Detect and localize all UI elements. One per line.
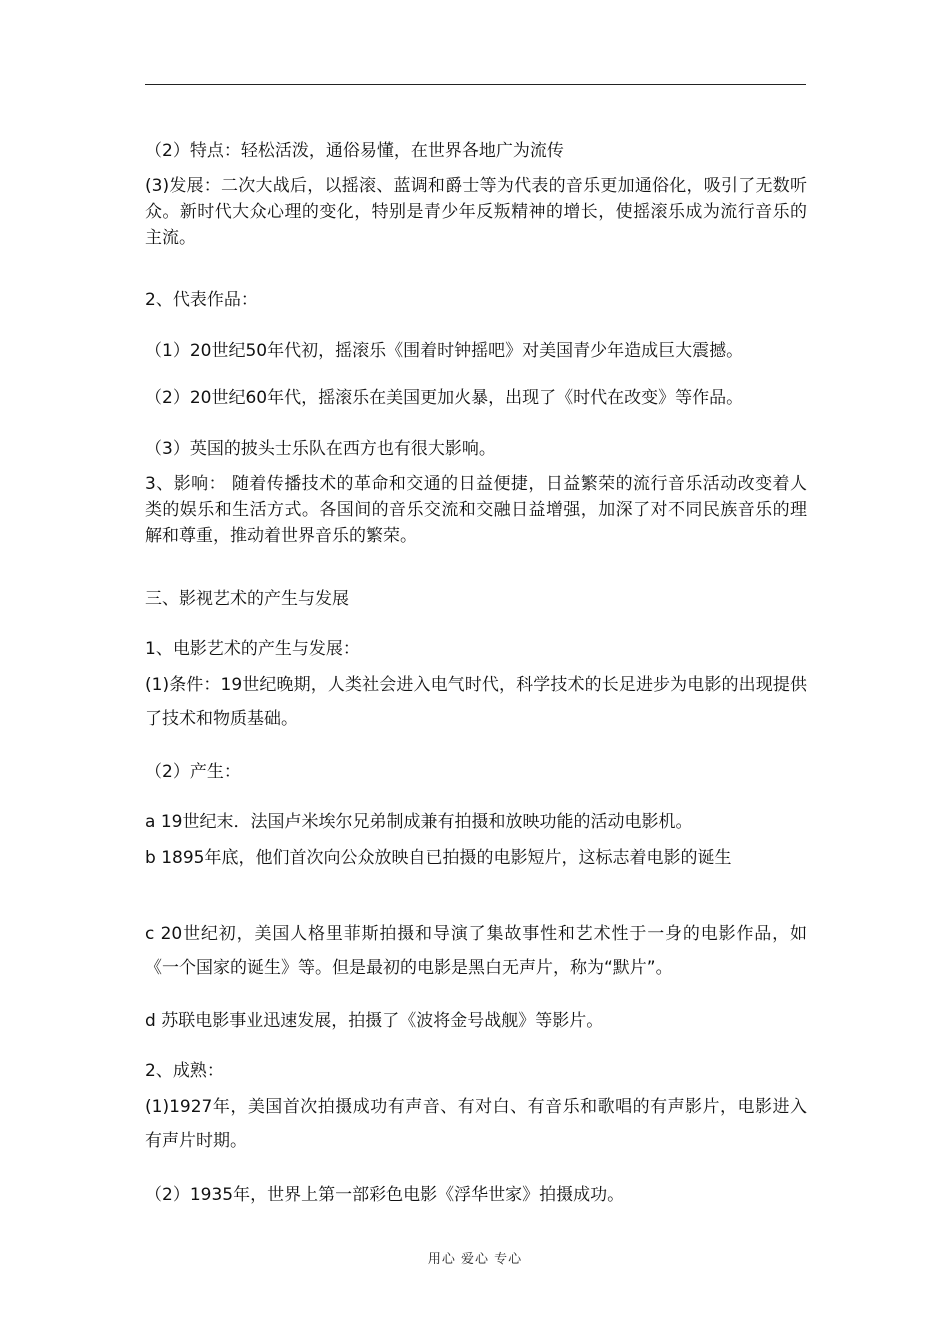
- paragraph: b 1895年底，他们首次向公众放映自已拍摄的电影短片，这标志着电影的诞生: [145, 848, 732, 868]
- paragraph: 1、电影艺术的产生与发展：: [145, 639, 360, 659]
- paragraph: 3、影响： 随着传播技术的革命和交通的日益便捷，日益繁荣的流行音乐活动改变着人类的娱乐和生活方式。各国间的音乐交流和交融日益增强，加深了对不同民族音乐的理解和尊重，推动着世界音乐的繁荣。: [145, 474, 807, 546]
- paragraph: 2、成熟：: [145, 1061, 224, 1081]
- paragraph: d 苏联电影事业迅速发展，拍摄了《波将金号战舰》等影片。: [145, 1011, 604, 1031]
- paragraph: (3)发展：二次大战后，以摇滚、蓝调和爵士等为代表的音乐更加通俗化，吸引了无数听众。新时代大众心理的变化，特别是青少年反叛精神的增长，使摇滚乐成为流行音乐的主流。: [145, 176, 807, 248]
- paragraph: （3）英国的披头士乐队在西方也有很大影响。: [145, 439, 496, 459]
- paragraph: c 20世纪初，美国人格里菲斯拍摄和导演了集故事性和艺术性于一身的电影作品，如《一个国家的诞生》等。但是最初的电影是黑白无声片，称为“默片”。: [145, 924, 807, 978]
- header-rule: [145, 84, 806, 85]
- paragraph: （2）特点：轻松活泼，通俗易懂，在世界各地广为流传: [145, 141, 564, 161]
- paragraph: a 19世纪末．法国卢米埃尔兄弟制成兼有拍摄和放映功能的活动电影机。: [145, 812, 693, 832]
- paragraph: 2、代表作品：: [145, 290, 258, 310]
- page-footer: 用心 爱心 专心: [427, 1252, 523, 1267]
- paragraph: （2）20世纪60年代，摇滚乐在美国更加火暴，出现了《时代在改变》等作品。: [145, 388, 744, 408]
- paragraph: （2）产生：: [145, 762, 241, 782]
- paragraph: （1）20世纪50年代初，摇滚乐《围着时钟摇吧》对美国青少年造成巨大震撼。: [145, 341, 744, 361]
- paragraph: (1)1927年，美国首次拍摄成功有声音、有对白、有音乐和歌唱的有声影片，电影进入有声片时期。: [145, 1097, 807, 1151]
- paragraph: (1)条件：19世纪晚期，人类社会进入电气时代，科学技术的长足进步为电影的出现提供了技术和物质基础。: [145, 675, 807, 729]
- section-heading: 三、影视艺术的产生与发展: [145, 589, 349, 609]
- paragraph: （2）1935年，世界上第一部彩色电影《浮华世家》拍摄成功。: [145, 1185, 625, 1205]
